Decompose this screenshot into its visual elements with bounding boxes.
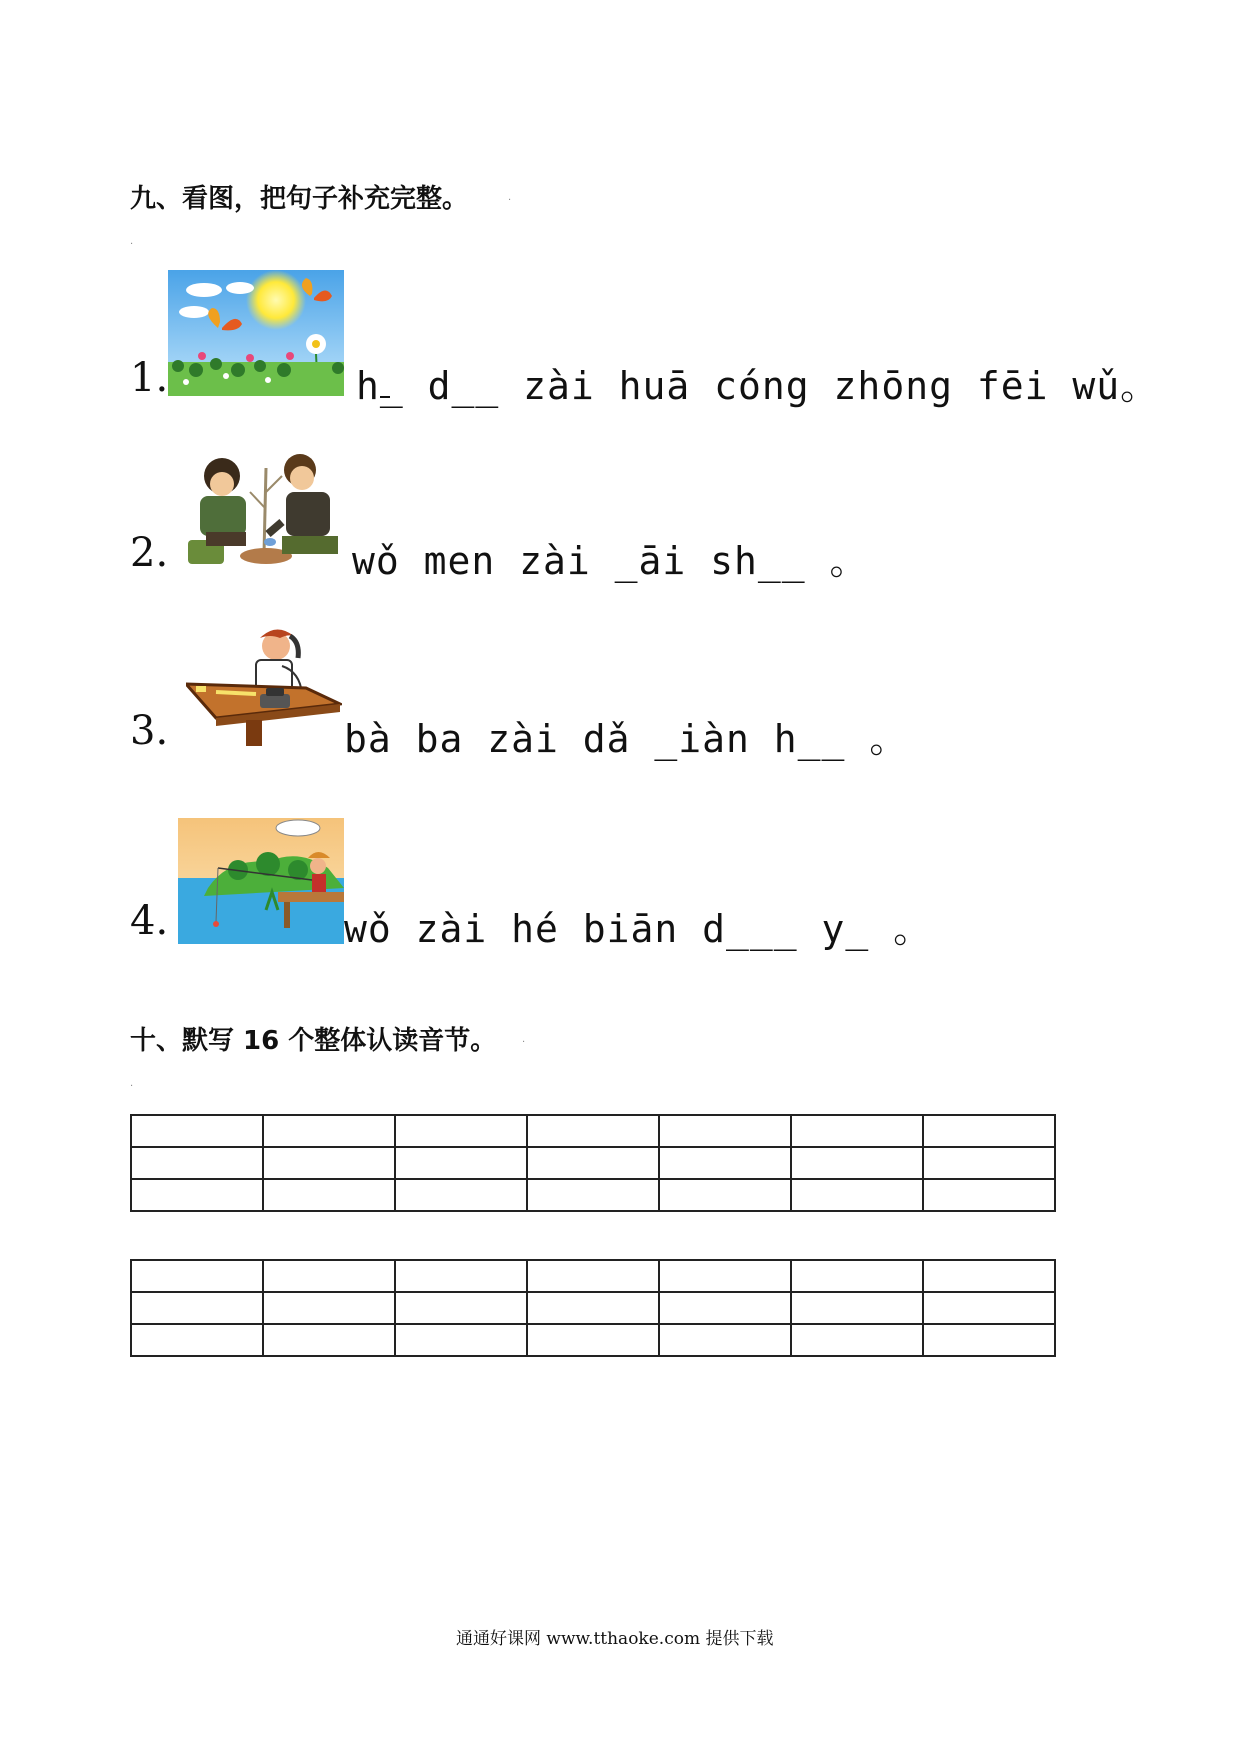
grid-cell[interactable] — [395, 1292, 527, 1324]
grid-cell[interactable] — [791, 1147, 923, 1179]
grid-cell[interactable] — [527, 1292, 659, 1324]
grid-cell[interactable] — [263, 1324, 395, 1356]
grid-cell[interactable] — [395, 1115, 527, 1147]
grid-cell[interactable] — [527, 1324, 659, 1356]
grid-cell[interactable] — [395, 1324, 527, 1356]
grid-cell[interactable] — [659, 1292, 791, 1324]
stray-mark: . — [522, 1034, 526, 1045]
grid-cell[interactable] — [791, 1260, 923, 1292]
section9-title: 九、看图，把句子补充完整。 — [130, 184, 469, 214]
grid-cell[interactable] — [527, 1179, 659, 1211]
grid-cell[interactable] — [263, 1115, 395, 1147]
page-footer: 通通好课网 www.tthaoke.com 提供下载 — [456, 1629, 774, 1649]
stray-mark: . — [508, 192, 512, 203]
grid-cell[interactable] — [791, 1292, 923, 1324]
grid-cell[interactable] — [131, 1147, 263, 1179]
grid-cell[interactable] — [263, 1147, 395, 1179]
grid-cell[interactable] — [659, 1115, 791, 1147]
grid-cell[interactable] — [923, 1115, 1055, 1147]
grid-cell[interactable] — [263, 1292, 395, 1324]
grid-cell[interactable] — [659, 1324, 791, 1356]
grid-cell[interactable] — [395, 1147, 527, 1179]
grid-cell[interactable] — [659, 1260, 791, 1292]
grid-cell[interactable] — [791, 1324, 923, 1356]
grid-cell[interactable] — [131, 1292, 263, 1324]
question-number: 3. — [130, 708, 169, 754]
grid-cell[interactable] — [131, 1179, 263, 1211]
grid-row — [131, 1324, 1055, 1356]
grid-cell[interactable] — [527, 1115, 659, 1147]
grid-cell[interactable] — [923, 1260, 1055, 1292]
grid-cell[interactable] — [395, 1260, 527, 1292]
fishing-by-river-image — [178, 818, 344, 944]
question-sentence: wǒ men zài _āi sh__ 。 — [352, 539, 869, 583]
grid-cell[interactable] — [923, 1179, 1055, 1211]
children-planting-tree-image — [186, 452, 354, 568]
grid-cell[interactable] — [659, 1179, 791, 1211]
grid-cell[interactable] — [263, 1260, 395, 1292]
grid-cell[interactable] — [263, 1179, 395, 1211]
grid-cell[interactable] — [791, 1115, 923, 1147]
grid-cell[interactable] — [527, 1260, 659, 1292]
question-sentence: wǒ zài hé biān d___ y_ 。 — [344, 907, 933, 951]
question-number: 1. — [130, 355, 169, 401]
butterflies-flowers-image — [168, 270, 344, 396]
question-number: 2. — [130, 530, 169, 576]
grid-cell[interactable] — [659, 1147, 791, 1179]
stray-mark: . — [130, 1078, 134, 1089]
grid-cell[interactable] — [923, 1324, 1055, 1356]
grid-cell[interactable] — [131, 1324, 263, 1356]
question-sentence: h_ d__ zài huā cóng zhōng fēi wǔ。 — [356, 364, 1160, 408]
grid-row — [131, 1115, 1055, 1147]
grid-cell[interactable] — [131, 1260, 263, 1292]
grid-cell[interactable] — [395, 1179, 527, 1211]
grid-row — [131, 1260, 1055, 1292]
syllable-writing-grid — [130, 1114, 1056, 1212]
question-sentence: bà ba zài dǎ _iàn h__ 。 — [344, 717, 909, 761]
grid-cell[interactable] — [131, 1115, 263, 1147]
blank-line — [380, 396, 390, 398]
man-on-phone-image — [186, 622, 342, 748]
grid-cell[interactable] — [923, 1147, 1055, 1179]
grid-cell[interactable] — [923, 1292, 1055, 1324]
syllable-writing-grid — [130, 1259, 1056, 1357]
section10-title: 十、默写 16 个整体认读音节。 — [130, 1026, 497, 1056]
grid-row — [131, 1179, 1055, 1211]
grid-row — [131, 1147, 1055, 1179]
stray-mark: . — [130, 236, 134, 247]
question-number: 4. — [130, 898, 169, 944]
grid-row — [131, 1292, 1055, 1324]
grid-cell[interactable] — [791, 1179, 923, 1211]
grid-cell[interactable] — [527, 1147, 659, 1179]
